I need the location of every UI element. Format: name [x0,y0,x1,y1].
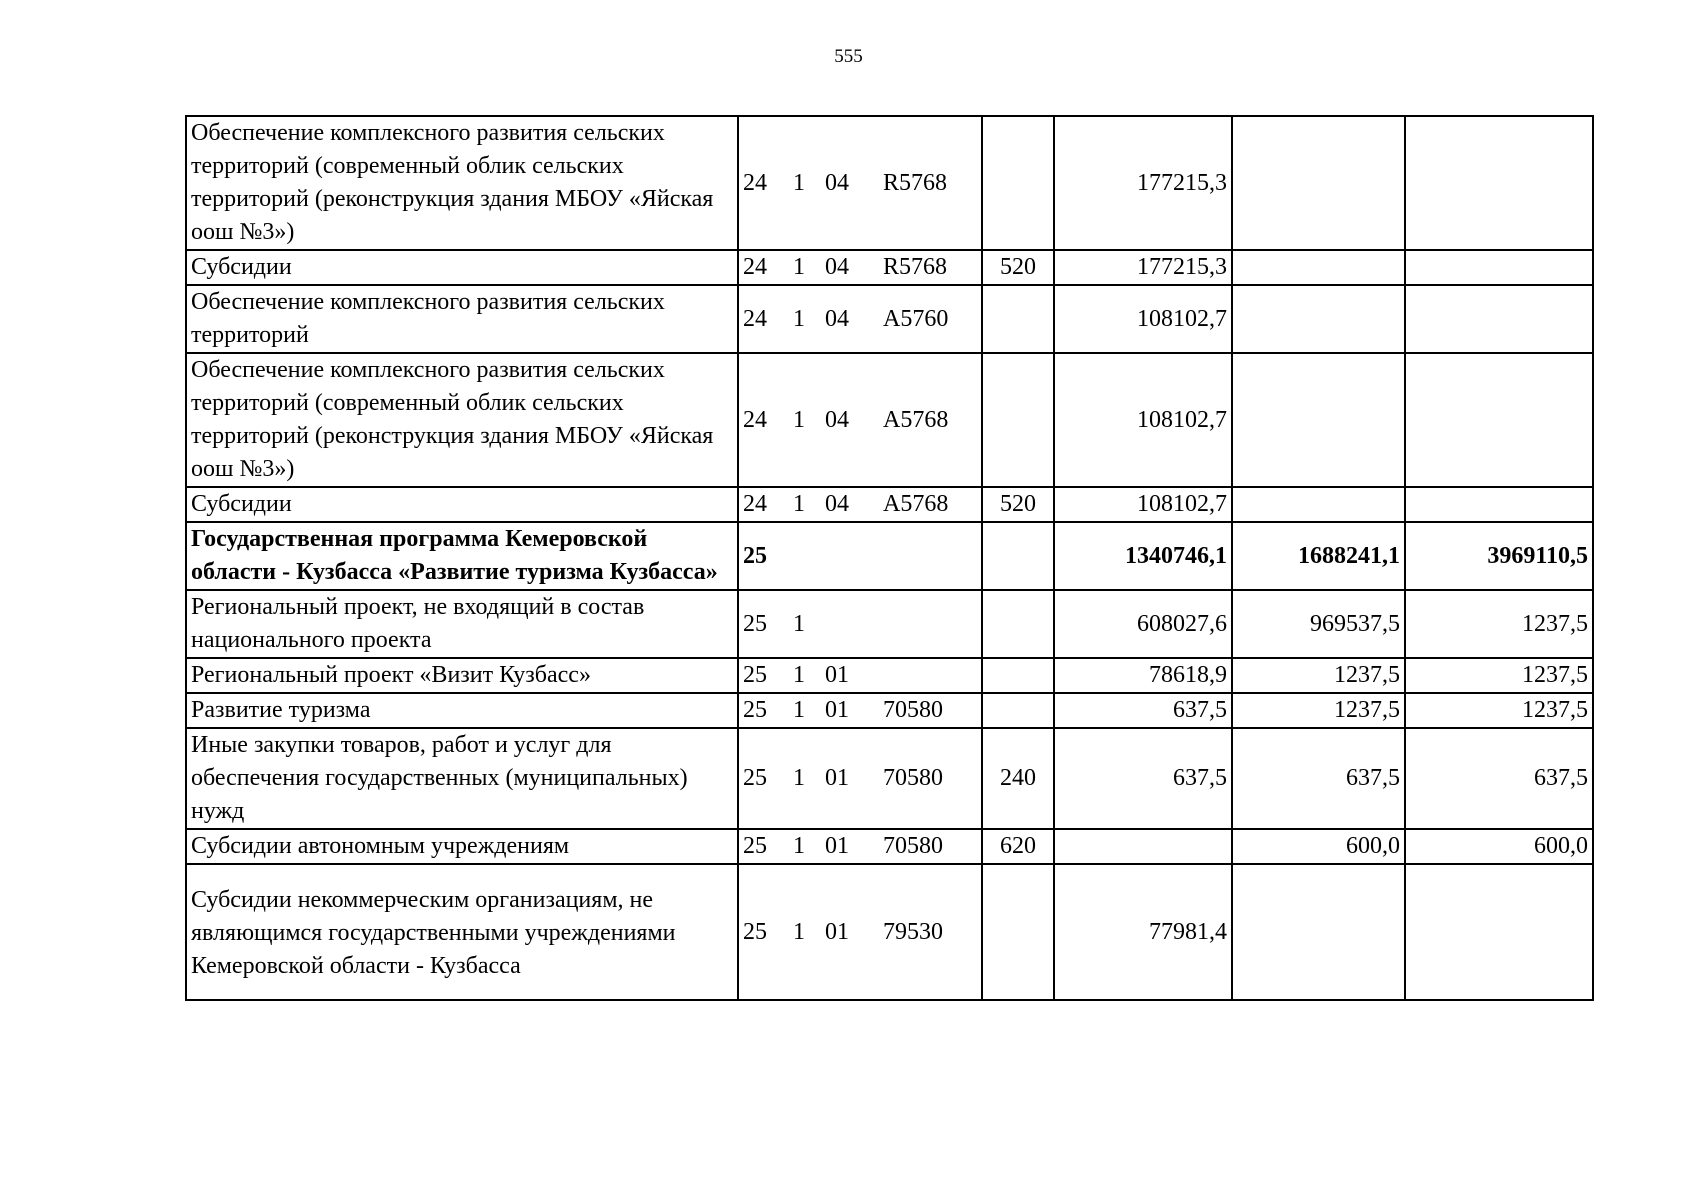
row-expense-type [982,522,1054,590]
row-amount-year1: 177215,3 [1054,250,1232,285]
row-amount-year2: 1237,5 [1232,693,1405,728]
table-row [186,728,1593,829]
row-amount-year3 [1405,250,1593,285]
row-name: Обеспечение комплексного развития сельских территорий (современный облик сельских территорий (реконструкция здания МБОУ «Яйская оош №3») [186,353,738,487]
row-amount-year3 [1405,353,1593,487]
code-subprogram: 1 [793,662,805,688]
row-amount-year3: 1237,5 [1405,590,1593,658]
code-program: 24 [743,254,767,280]
page-number: 555 [834,46,863,67]
code-program: 25 [743,918,767,945]
table-row [186,590,1593,658]
budget-table-body [186,116,1593,1000]
row-amount-year2 [1232,285,1405,353]
row-amount-year3: 637,5 [1405,728,1593,829]
row-amount-year1: 637,5 [1054,728,1232,829]
code-program: 25 [743,542,767,569]
row-code [738,590,982,658]
row-expense-type: 520 [982,487,1054,522]
code-subprogram: 1 [793,305,805,332]
row-code [738,864,982,1000]
row-expense-type: 620 [982,829,1054,864]
row-expense-type [982,658,1054,693]
row-code [738,250,982,285]
row-code [738,285,982,353]
code-event: 04 [825,169,849,196]
code-program: 24 [743,491,767,517]
table-row [186,864,1593,1000]
row-amount-year3: 1237,5 [1405,693,1593,728]
row-amount-year1 [1054,829,1232,864]
table-row-program-total [186,522,1593,590]
code-event: 01 [825,833,849,859]
code-subprogram: 1 [793,491,805,517]
row-name: Региональный проект «Визит Кузбасс» [186,658,738,693]
code-subprogram: 1 [793,610,805,637]
code-direction: R5768 [883,254,948,280]
row-expense-type [982,693,1054,728]
row-name: Субсидии автономным учреждениям [186,829,738,864]
row-name: Субсидии некоммерческим организациям, не являющимся государственными учреждениями Кемеровской области - Кузбасса [186,864,738,1000]
code-subprogram: 1 [793,765,805,791]
row-name: Субсидии [186,250,738,285]
row-name: Иные закупки товаров, работ и услуг для обеспечения государственных (муниципальных) нужд [186,728,738,829]
row-amount-year3 [1405,116,1593,250]
row-expense-type [982,864,1054,1000]
row-amount-year1: 108102,7 [1054,285,1232,353]
row-code [738,116,982,250]
row-amount-year2 [1232,487,1405,522]
row-amount-year2: 600,0 [1232,829,1405,864]
table-row [186,658,1593,693]
row-name: Обеспечение комплексного развития сельских территорий (современный облик сельских территорий (реконструкция здания МБОУ «Яйская оош №3») [186,116,738,250]
row-amount-year2: 1688241,1 [1232,522,1405,590]
budget-table [185,115,1594,1001]
row-amount-year3: 600,0 [1405,829,1593,864]
row-expense-type: 240 [982,728,1054,829]
code-direction: А5768 [883,406,949,433]
row-amount-year2 [1232,864,1405,1000]
code-direction: А5760 [883,305,949,332]
row-amount-year3 [1405,487,1593,522]
code-event: 01 [825,697,849,723]
table-row [186,250,1593,285]
code-event: 01 [825,662,849,688]
row-amount-year1: 108102,7 [1054,353,1232,487]
code-program: 25 [743,765,767,791]
code-event: 04 [825,491,849,517]
row-code [738,353,982,487]
row-name: Обеспечение комплексного развития сельских территорий [186,285,738,353]
code-event: 01 [825,765,849,791]
row-amount-year2 [1232,116,1405,250]
code-event: 04 [825,305,849,332]
row-expense-type [982,285,1054,353]
table-row [186,116,1593,250]
row-name: Развитие туризма [186,693,738,728]
table-row [186,487,1593,522]
code-program: 25 [743,697,767,723]
row-name: Субсидии [186,487,738,522]
code-program: 24 [743,169,767,196]
code-direction: R5768 [883,169,948,196]
row-amount-year2: 969537,5 [1232,590,1405,658]
row-amount-year3: 3969110,5 [1405,522,1593,590]
code-program: 25 [743,610,767,637]
table-row [186,829,1593,864]
code-event: 04 [825,406,849,433]
row-amount-year1: 78618,9 [1054,658,1232,693]
row-code [738,658,982,693]
code-direction: 70580 [883,833,943,859]
code-direction: 70580 [883,697,943,723]
row-name: Государственная программа Кемеровской области - Кузбасса «Развитие туризма Кузбасса» [186,522,738,590]
code-direction: 79530 [883,918,943,945]
table-row [186,353,1593,487]
row-amount-year1: 637,5 [1054,693,1232,728]
row-amount-year1: 77981,4 [1054,864,1232,1000]
row-code [738,522,982,590]
row-amount-year1: 608027,6 [1054,590,1232,658]
table-row [186,693,1593,728]
row-amount-year3 [1405,285,1593,353]
code-direction: А5768 [883,491,949,517]
row-amount-year2 [1232,353,1405,487]
row-amount-year2 [1232,250,1405,285]
row-amount-year2: 1237,5 [1232,658,1405,693]
code-event: 01 [825,918,849,945]
code-subprogram: 1 [793,254,805,280]
code-event: 04 [825,254,849,280]
row-amount-year2: 637,5 [1232,728,1405,829]
table-row [186,285,1593,353]
row-code [738,693,982,728]
row-amount-year1: 108102,7 [1054,487,1232,522]
code-subprogram: 1 [793,833,805,859]
code-subprogram: 1 [793,406,805,433]
code-program: 25 [743,662,767,688]
code-program: 24 [743,406,767,433]
row-expense-type [982,353,1054,487]
code-subprogram: 1 [793,697,805,723]
row-expense-type [982,590,1054,658]
row-amount-year3: 1237,5 [1405,658,1593,693]
code-subprogram: 1 [793,169,805,196]
code-direction: 70580 [883,765,943,791]
row-code [738,829,982,864]
row-expense-type [982,116,1054,250]
row-expense-type: 520 [982,250,1054,285]
row-code [738,728,982,829]
row-code [738,487,982,522]
row-amount-year1: 1340746,1 [1054,522,1232,590]
row-name: Региональный проект, не входящий в состав национального проекта [186,590,738,658]
code-program: 24 [743,305,767,332]
code-subprogram: 1 [793,918,805,945]
code-program: 25 [743,833,767,859]
row-amount-year1: 177215,3 [1054,116,1232,250]
row-amount-year3 [1405,864,1593,1000]
